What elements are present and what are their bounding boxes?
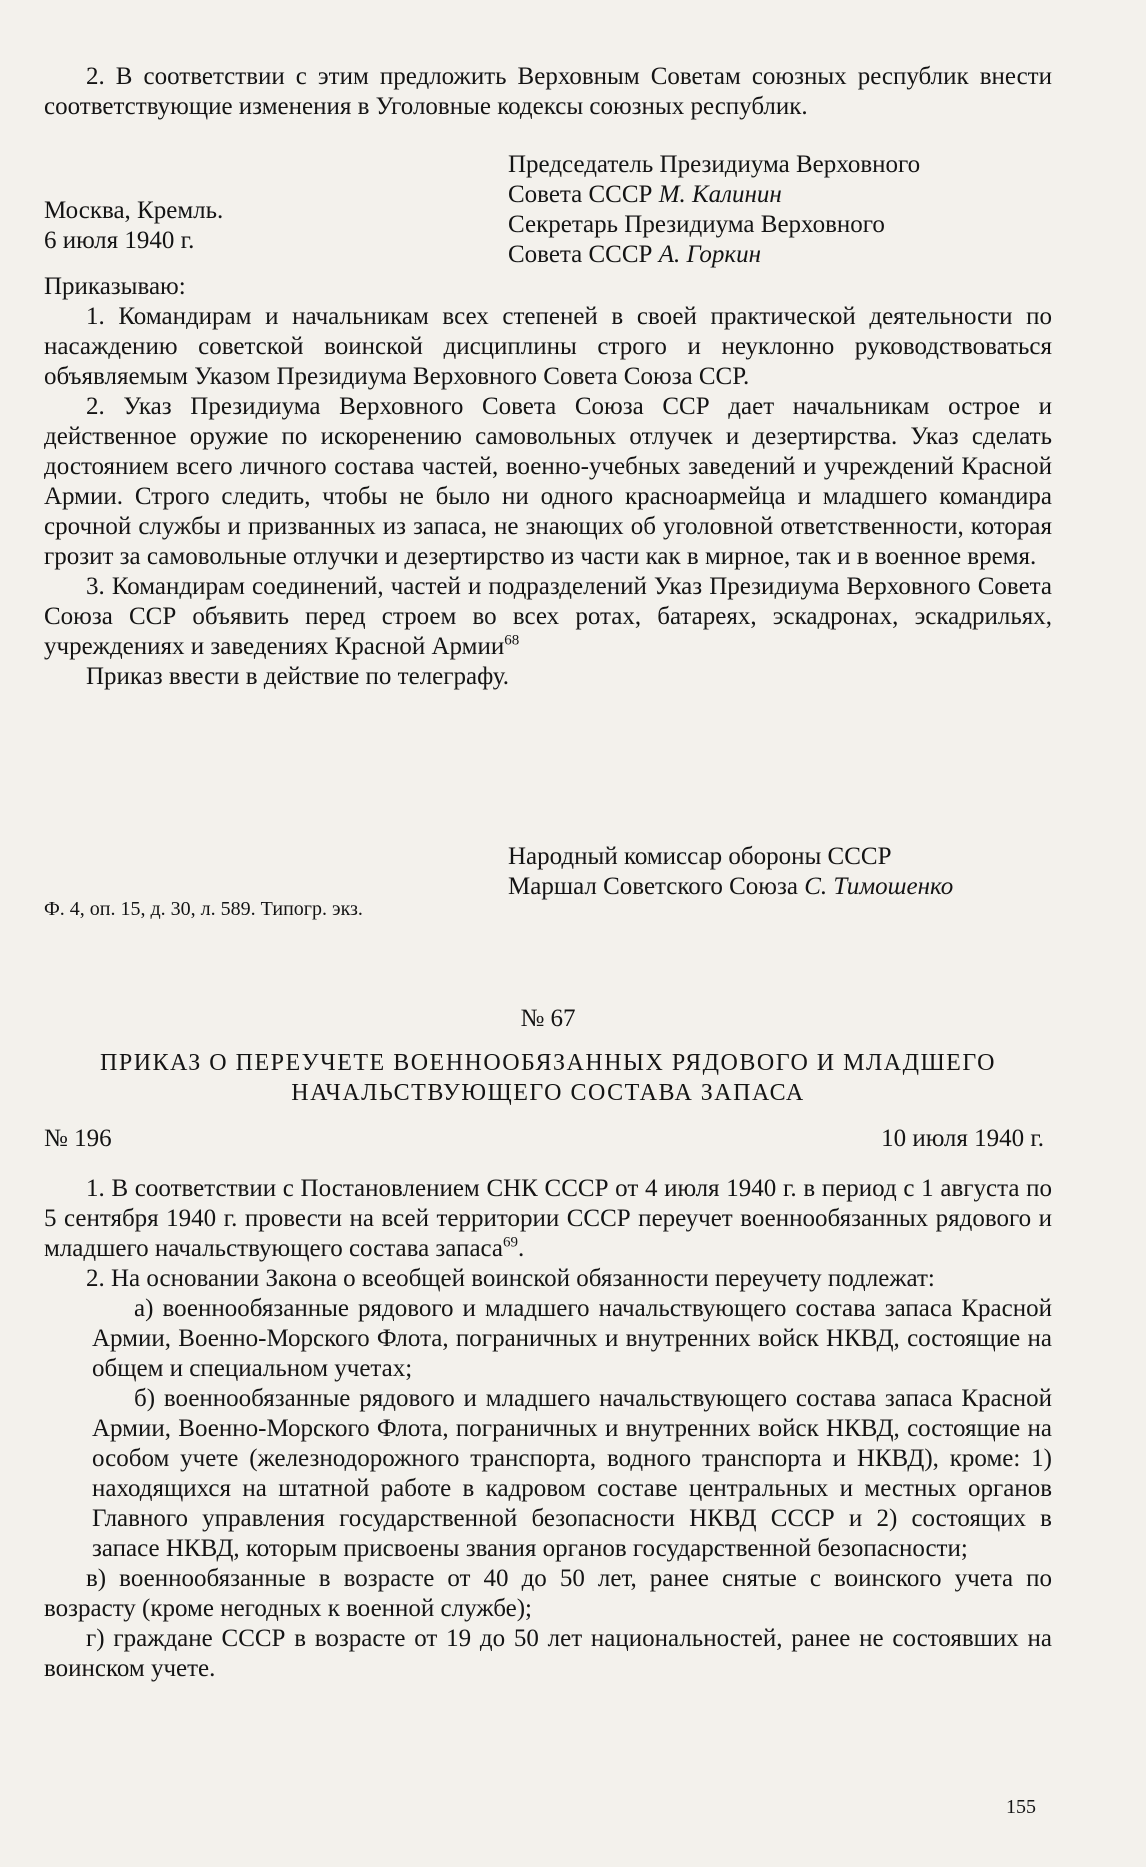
chair-title-line2	[508, 180, 920, 210]
doc67-paragraph-2: 2. На основании Закона о всеобщей воинской обязанности переучету подлежат:	[86, 1265, 935, 1292]
decree-paragraph-2	[44, 62, 1052, 122]
commissar-name: С. Тимошенко	[804, 873, 954, 900]
list-item-b: б) военнообязанные рядового и младшего начальствующего состава запаса Красной Армии, Военно-Морского Флота, пограничных и внутренних войск НКВД, состоящие на особом учете (железнодорожного транспорта, водного транспорта и НКВД), кроме: 1) находящихся на штатной работе в кадровом составе центральных и местных органов Главного управления государственной безопасности НКВД СССР и 2) состоящих в запасе НКВД, которым присвоены звания органов государственной безопасности;	[92, 1385, 1052, 1562]
order-body	[44, 272, 1052, 692]
secretary-name: А. Горкин	[658, 241, 761, 268]
order-number: № 196	[44, 1125, 112, 1152]
doc-number-text: № 67	[520, 1005, 576, 1032]
secretary-title-line1: Секретарь Президиума Верховного	[508, 211, 885, 238]
order-paragraph-3	[44, 572, 1052, 662]
archive-reference	[44, 896, 1052, 922]
chair-name: М. Калинин	[658, 181, 782, 208]
subject-list	[44, 1294, 1052, 1564]
order-meta	[44, 1124, 1044, 1154]
commissar-signature	[508, 842, 953, 902]
paragraph-text: 2. В соответствии с этим предложить Верховным Советам союзных республик внести соответствующие изменения в Уголовные кодексы союзных республик.	[44, 63, 1052, 120]
order-date: 10 июля 1940 г.	[881, 1125, 1044, 1152]
order-paragraph-4: Приказ ввести в действие по телеграфу.	[86, 663, 509, 690]
chair-title-text: Совета СССР	[508, 181, 653, 208]
decree-date: 6 июля 1940 г.	[44, 227, 195, 254]
doc67-paragraph-1: 1. В соответствии с Постановлением СНК СССР от 4 июля 1940 г. в период с 1 августа по 5 сентября 1940 г. провести на всей территории СССР переучет военнообязанных рядового и младшего начальствующего состава запаса$^{69}$.	[44, 1175, 1052, 1262]
archive-ref-text: Ф. 4, оп. 15, д. 30, л. 589. Типогр. экз.	[44, 898, 363, 920]
document-number	[44, 1004, 1052, 1034]
decree-place: Москва, Кремль.	[44, 197, 224, 224]
doc67-body	[44, 1174, 1052, 1684]
title-line-2: НАЧАЛЬСТВУЮЩЕГО СОСТАВА ЗАПАСА	[291, 1080, 805, 1106]
decree-signatures	[508, 150, 920, 270]
secretary-title-text: Совета СССР	[508, 241, 653, 268]
list-item-g: г) граждане СССР в возрасте от 19 до 50 лет национальностей, ранее не состоявших на воинском учете.	[44, 1625, 1052, 1682]
chair-title-line1: Председатель Президиума Верховного	[508, 151, 921, 178]
doc67-paragraph-1-text: 1. В соответствии с Постановлением СНК СССР от 4 июля 1940 г. в период с 1 августа по 5 сентября 1940 г. провести на всей территории СССР переучет военнообязанных рядового и младшего начальствующего состава запаса	[44, 1175, 1052, 1262]
commissar-title-line1: Народный комиссар обороны СССР	[508, 843, 892, 870]
order-heading: Приказываю:	[44, 273, 186, 300]
decree-place-date	[44, 196, 223, 256]
page-number-text: 155	[1006, 1796, 1036, 1818]
list-item-a: а) военнообязанные рядового и младшего начальствующего состава запаса Красной Армии, Военно-Морского Флота, пограничных и внутренних войск НКВД, состоящие на общем и специальном учетах;	[92, 1295, 1052, 1382]
commissar-rank: Маршал Советского Союза	[508, 873, 798, 900]
title-line-1: ПРИКАЗ О ПЕРЕУЧЕТЕ ВОЕННООБЯЗАННЫХ РЯДОВОГО И МЛАДШЕГО	[100, 1050, 996, 1076]
document-title	[44, 1048, 1052, 1108]
list-item-v: в) военнообязанные в возрасте от 40 до 50 лет, ранее снятые с воинского учета по возрасту (кроме негодных к военной службе);	[44, 1565, 1052, 1622]
secretary-title-line2	[508, 240, 920, 270]
order-paragraph-2: 2. Указ Президиума Верховного Совета Союза ССР дает начальникам острое и действенное оружие по искоренению самовольных отлучек и дезертирства. Указ сделать достоянием всего личного состава частей, военно-учебных заведений и учреждений Красной Армии. Строго следить, чтобы не было ни одного красноармейца и младшего командира срочной службы и призванных из запаса, не знающих об уголовной ответственности, которая грозит за самовольные отлучки и дезертирство из части как в мирное, так и в военное время.	[44, 393, 1052, 570]
footnote-ref-68: 68	[504, 632, 520, 649]
page-number	[1006, 1794, 1036, 1820]
order-paragraph-3-text: 3. Командирам соединений, частей и подразделений Указ Президиума Верховного Совета Союза ССР объявить перед строем во всех ротах, батареях, эскадронах, эскадрильях, учреждениях и заведениях Красной Армии	[44, 573, 1052, 660]
footnote-ref-69: 69	[503, 1234, 519, 1251]
order-paragraph-1: 1. Командирам и начальникам всех степеней в своей практической деятельности по насаждению советской воинской дисциплины строго и неуклонно руководствоваться объявляемым Указом Президиума Верховного Совета Союза ССР.	[44, 303, 1052, 390]
